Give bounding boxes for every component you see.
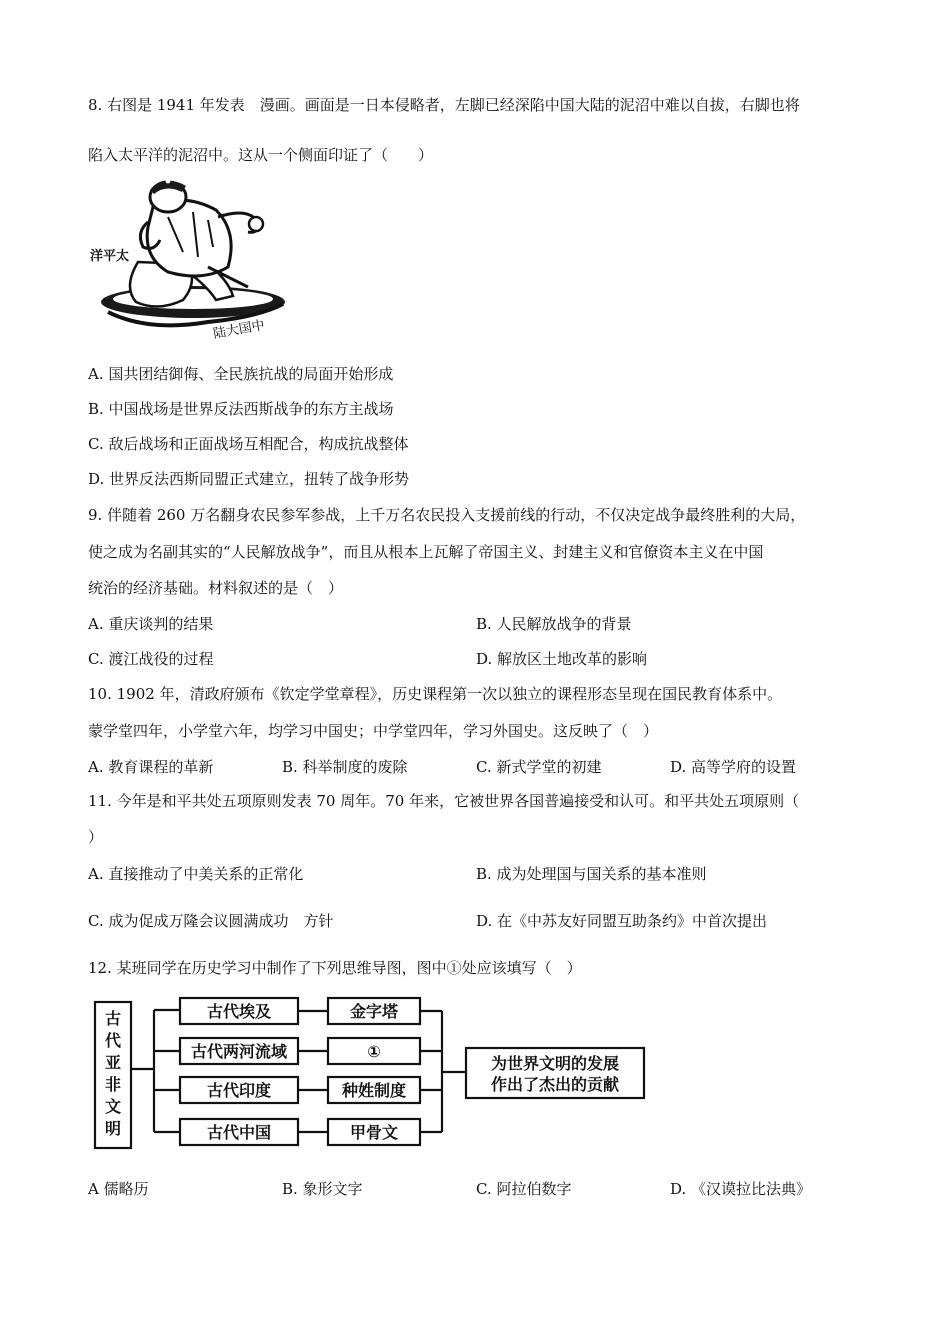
q9-option-d: D. 解放区土地改革的影响: [476, 650, 648, 668]
q9-option-b: B. 人民解放战争的背景: [476, 615, 632, 633]
achievement-oracle-bone: 甲骨文: [349, 1123, 399, 1142]
q12-option-d: D. 《汉谟拉比法典》: [670, 1180, 812, 1198]
root-char-4: 非: [104, 1075, 122, 1094]
conclusion-line2: 作出了杰出的贡献: [490, 1075, 620, 1094]
cartoon-label-mainland: 陆大国中: [212, 318, 266, 342]
q12-stem-line1: 12. 某班同学在历史学习中制作了下列思维导图，图中①处应该填写（ ）: [88, 959, 582, 977]
q11-stem-line2: ）: [88, 828, 104, 846]
q12-option-a: A 儒略历: [88, 1180, 149, 1198]
q11-option-a: A. 直接推动了中美关系的正常化: [88, 865, 304, 883]
root-char-5: 文: [104, 1097, 122, 1116]
mind-map-diagram: [90, 994, 650, 1152]
q8-option-c: C. 敌后战场和正面战场互相配合，构成抗战整体: [88, 435, 409, 453]
root-char-1: 古: [104, 1009, 122, 1028]
q10-option-d: D. 高等学府的设置: [670, 758, 797, 776]
q10-stem-line1: 10. 1902 年，清政府颁布《钦定学堂章程》，历史课程第一次以独立的课程形态呈现在国民教育体系中。: [88, 685, 783, 703]
civ-egypt: 古代埃及: [206, 1002, 272, 1021]
achievement-caste: 种姓制度: [341, 1081, 407, 1100]
q9-option-c: C. 渡江战役的过程: [88, 650, 214, 668]
q8-stem-line2: 陷入太平洋的泥沼中。这从一个侧面印证了（ ）: [88, 146, 434, 164]
q9-stem-line1: 9. 伴随着 260 万名翻身农民参军参战，上千万名农民投入支援前线的行动，不仅决定战争最终胜利的大局，: [88, 506, 806, 524]
cartoon-japanese-aggressor: [88, 172, 293, 344]
achievement-blank-1: ①: [367, 1042, 381, 1061]
root-char-3: 亚: [104, 1053, 122, 1072]
root-char-6: 明: [104, 1119, 122, 1138]
civ-india: 古代印度: [206, 1081, 272, 1100]
q12-option-b: B. 象形文字: [282, 1180, 363, 1198]
q8-option-a: A. 国共团结御侮、全民族抗战的局面开始形成: [88, 365, 394, 383]
q11-option-b: B. 成为处理国与国关系的基本准则: [476, 865, 707, 883]
conclusion-line1: 为世界文明的发展: [490, 1054, 620, 1073]
q8-stem-line1: 8. 右图是 1941 年发表 漫画。画面是一日本侵略者，左脚已经深陷中国大陆的泥沼中难以自拔，右脚也将: [88, 96, 800, 114]
q8-option-d: D. 世界反法西斯同盟正式建立，扭转了战争形势: [88, 470, 410, 488]
q12-option-c: C. 阿拉伯数字: [476, 1180, 572, 1198]
achievement-pyramid: 金字塔: [349, 1002, 399, 1021]
root-char-2: 代: [104, 1031, 122, 1050]
q11-option-c: C. 成为促成万隆会议圆满成功 方针: [88, 912, 334, 930]
q10-option-a: A. 教育课程的革新: [88, 758, 214, 776]
q10-option-c: C. 新式学堂的初建: [476, 758, 602, 776]
q9-stem-line3: 统治的经济基础。材料叙述的是（ ）: [88, 579, 344, 597]
q9-stem-line2: 使之成为名副其实的“人民解放战争”，而且从根本上瓦解了帝国主义、封建主义和官僚资本主义在中国: [88, 543, 764, 561]
q11-stem-line1: 11. 今年是和平共处五项原则发表 70 周年。70 年来，它被世界各国普遍接受和认可。和平共处五项原则（: [88, 792, 800, 810]
civ-mesopotamia: 古代两河流域: [190, 1042, 288, 1061]
q11-option-d: D. 在《中苏友好同盟互助条约》中首次提出: [476, 912, 768, 930]
q10-stem-line2: 蒙学堂四年，小学堂六年，均学习中国史；中学堂四年，学习外国史。这反映了（ ）: [88, 722, 659, 740]
q8-option-b: B. 中国战场是世界反法西斯战争的东方主战场: [88, 400, 394, 418]
cartoon-label-pacific: 洋平太: [90, 249, 130, 264]
civ-china: 古代中国: [206, 1123, 272, 1142]
q9-option-a: A. 重庆谈判的结果: [88, 615, 214, 633]
q10-option-b: B. 科举制度的废除: [282, 758, 408, 776]
